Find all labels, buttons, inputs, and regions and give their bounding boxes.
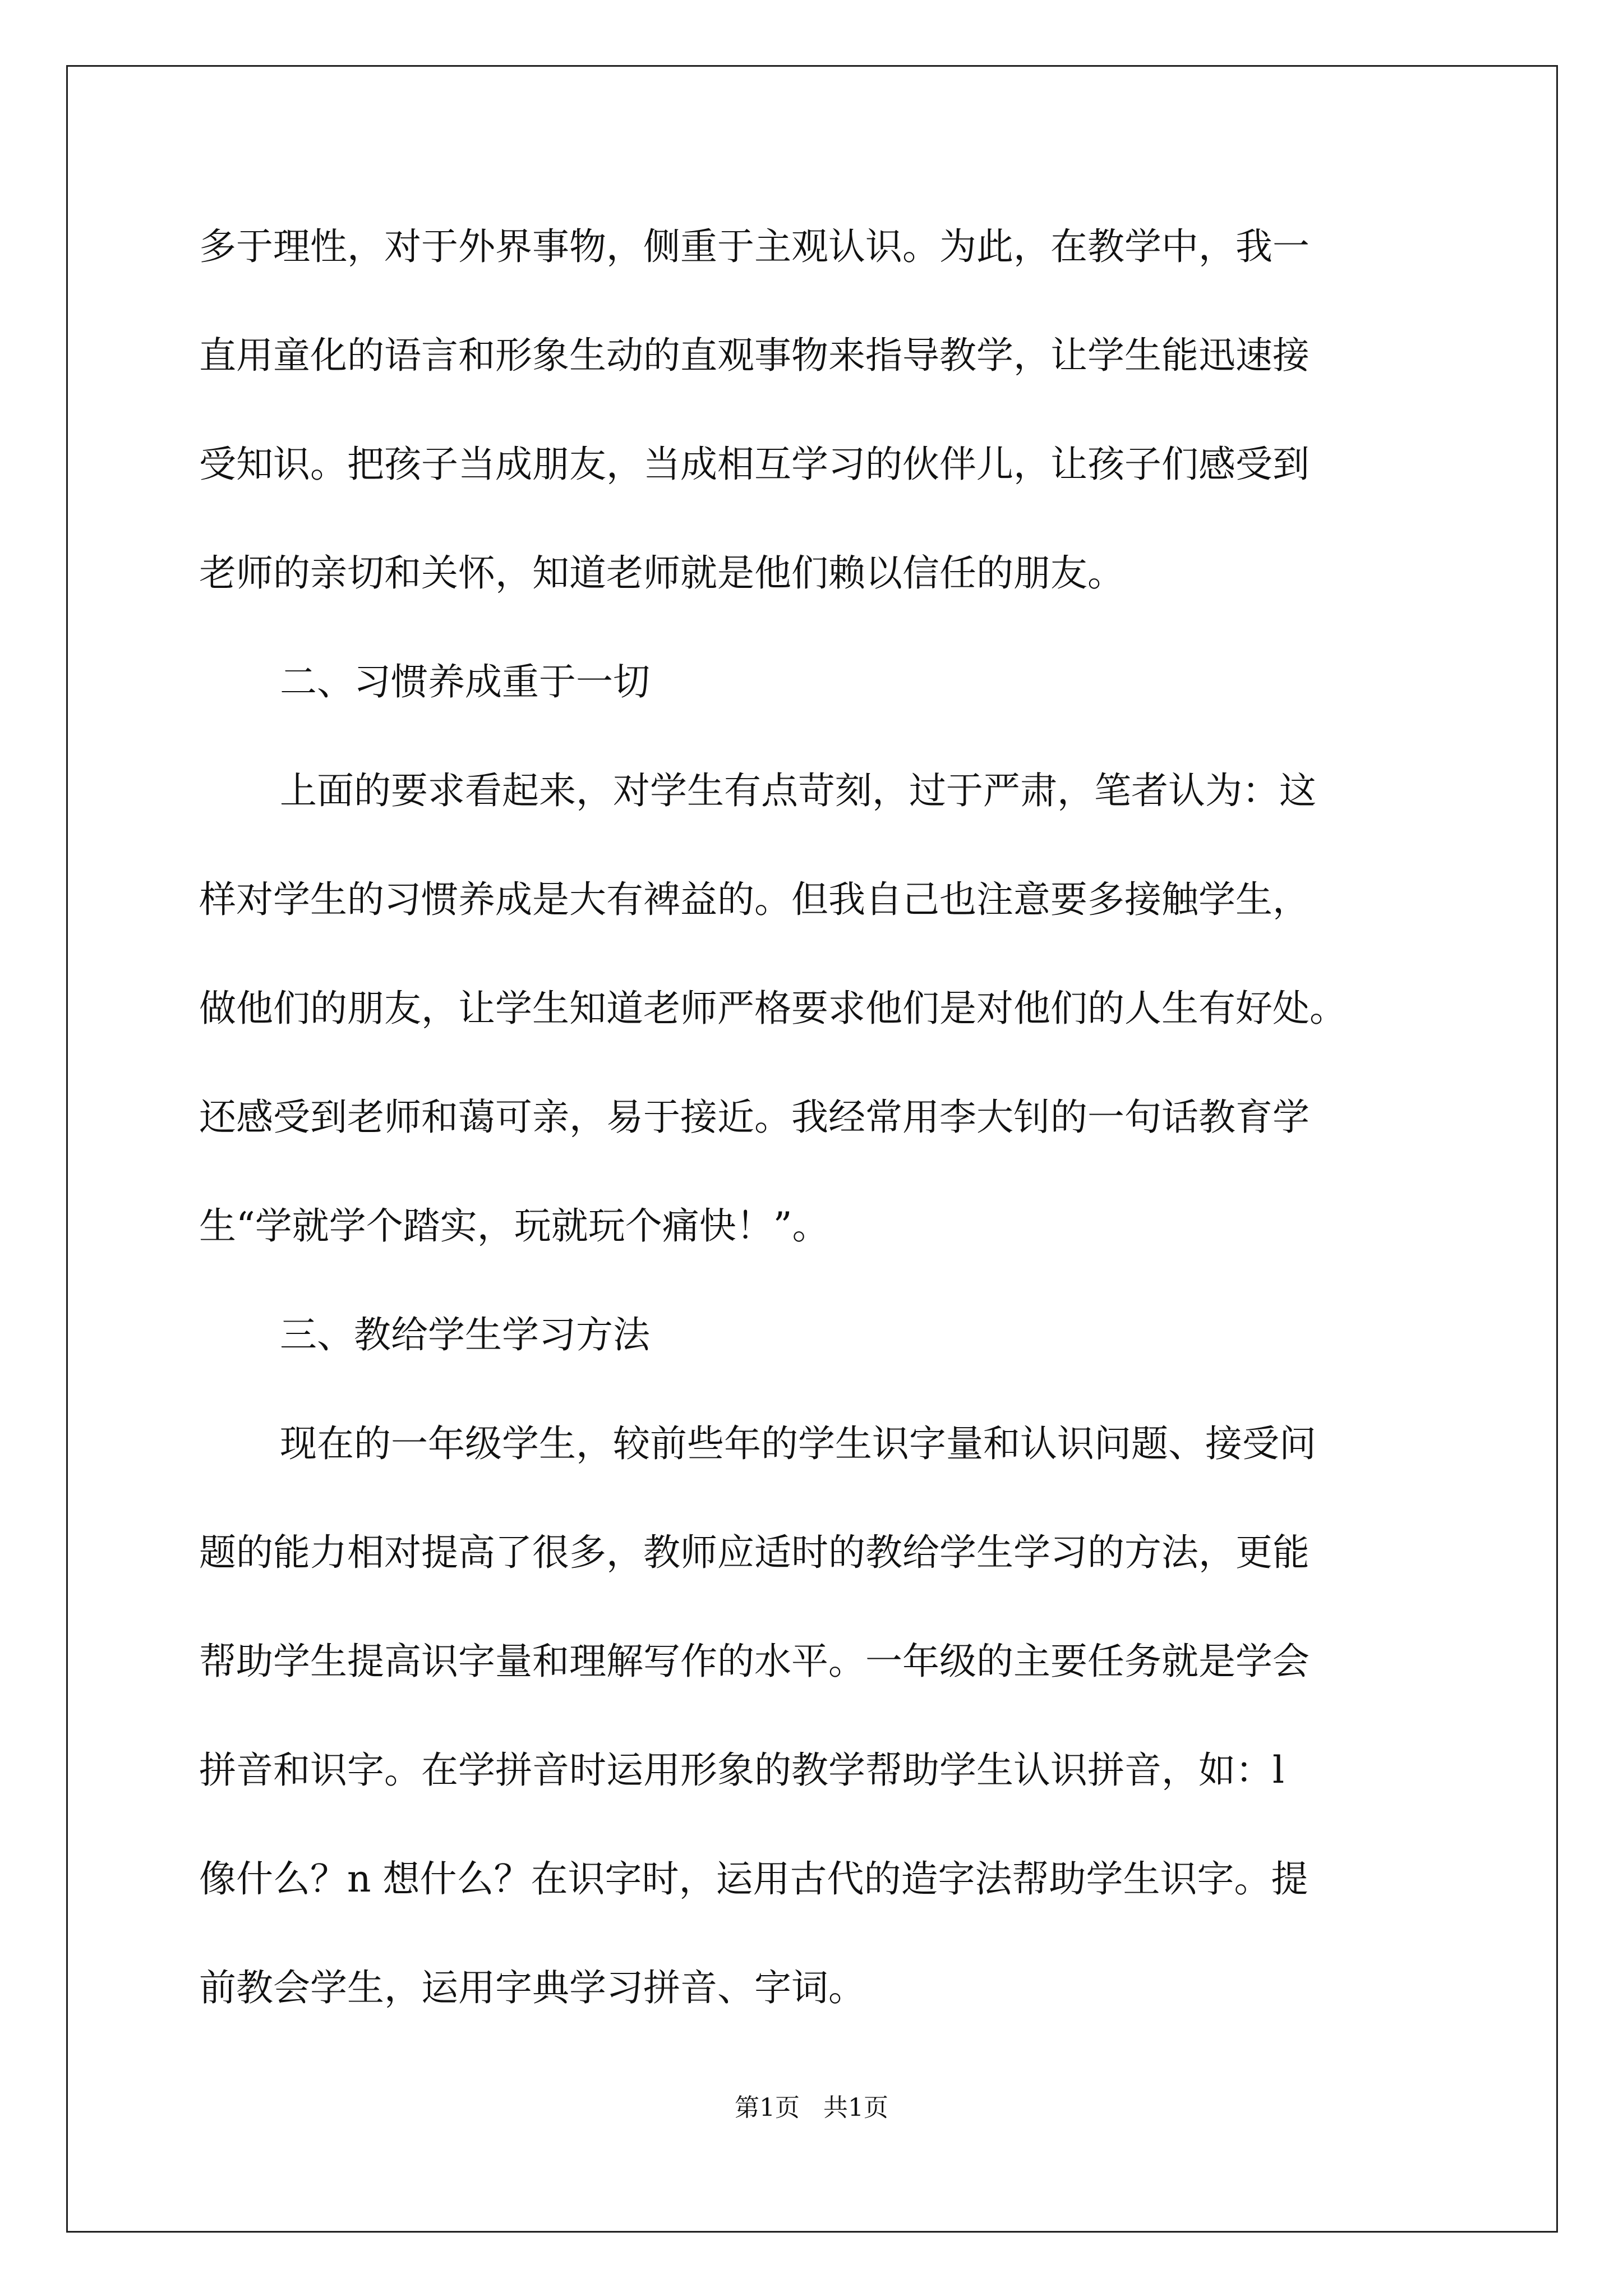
- text-line: 做他们的朋友，让学生知道老师严格要求他们是对他们的人生有好处。: [199, 987, 1347, 1030]
- page-footer: 第1页 共1页: [735, 2093, 888, 2122]
- section-heading: 二、习惯养成重于一切: [280, 660, 650, 703]
- text-line: 像什么？n 想什么？在识字时，运用古代的造字法帮助学生识字。提: [199, 1857, 1308, 1901]
- text-line: 前教会学生，运用字典学习拼音、字词。: [199, 1966, 865, 2009]
- text-line: 上面的要求看起来，对学生有点苛刻，过于严肃，笔者认为：这: [280, 769, 1316, 812]
- text-line: 现在的一年级学生，较前些年的学生识字量和认识问题、接受问: [280, 1422, 1316, 1465]
- section-heading: 三、教给学生学习方法: [280, 1313, 650, 1356]
- text-line: 帮助学生提高识字量和理解写作的水平。一年级的主要任务就是学会: [199, 1640, 1310, 1683]
- text-line: 样对学生的习惯养成是大有裨益的。但我自己也注意要多接触学生，: [199, 878, 1310, 921]
- text-line: 受知识。把孩子当成朋友，当成相互学习的伙伴儿，让孩子们感受到: [199, 443, 1310, 486]
- text-line: 直用童化的语言和形象生动的直观事物来指导教学，让学生能迅速接: [199, 334, 1310, 377]
- text-line: 生“学就学个踏实，玩就玩个痛快！”。: [199, 1204, 829, 1248]
- text-line: 还感受到老师和蔼可亲，易于接近。我经常用李大钊的一句话教育学: [199, 1096, 1310, 1139]
- text-line: 老师的亲切和关怀，知道老师就是他们赖以信任的朋友。: [199, 551, 1124, 595]
- text-line: 多于理性，对于外界事物，侧重于主观认识。为此，在教学中，我一: [199, 225, 1310, 268]
- document-body: [199, 216, 1433, 2066]
- text-line: 拼音和识字。在学拼音时运用形象的教学帮助学生认识拼音，如：l: [199, 1749, 1285, 1792]
- text-line: 题的能力相对提高了很多，教师应适时的教给学生学习的方法，更能: [199, 1531, 1310, 1574]
